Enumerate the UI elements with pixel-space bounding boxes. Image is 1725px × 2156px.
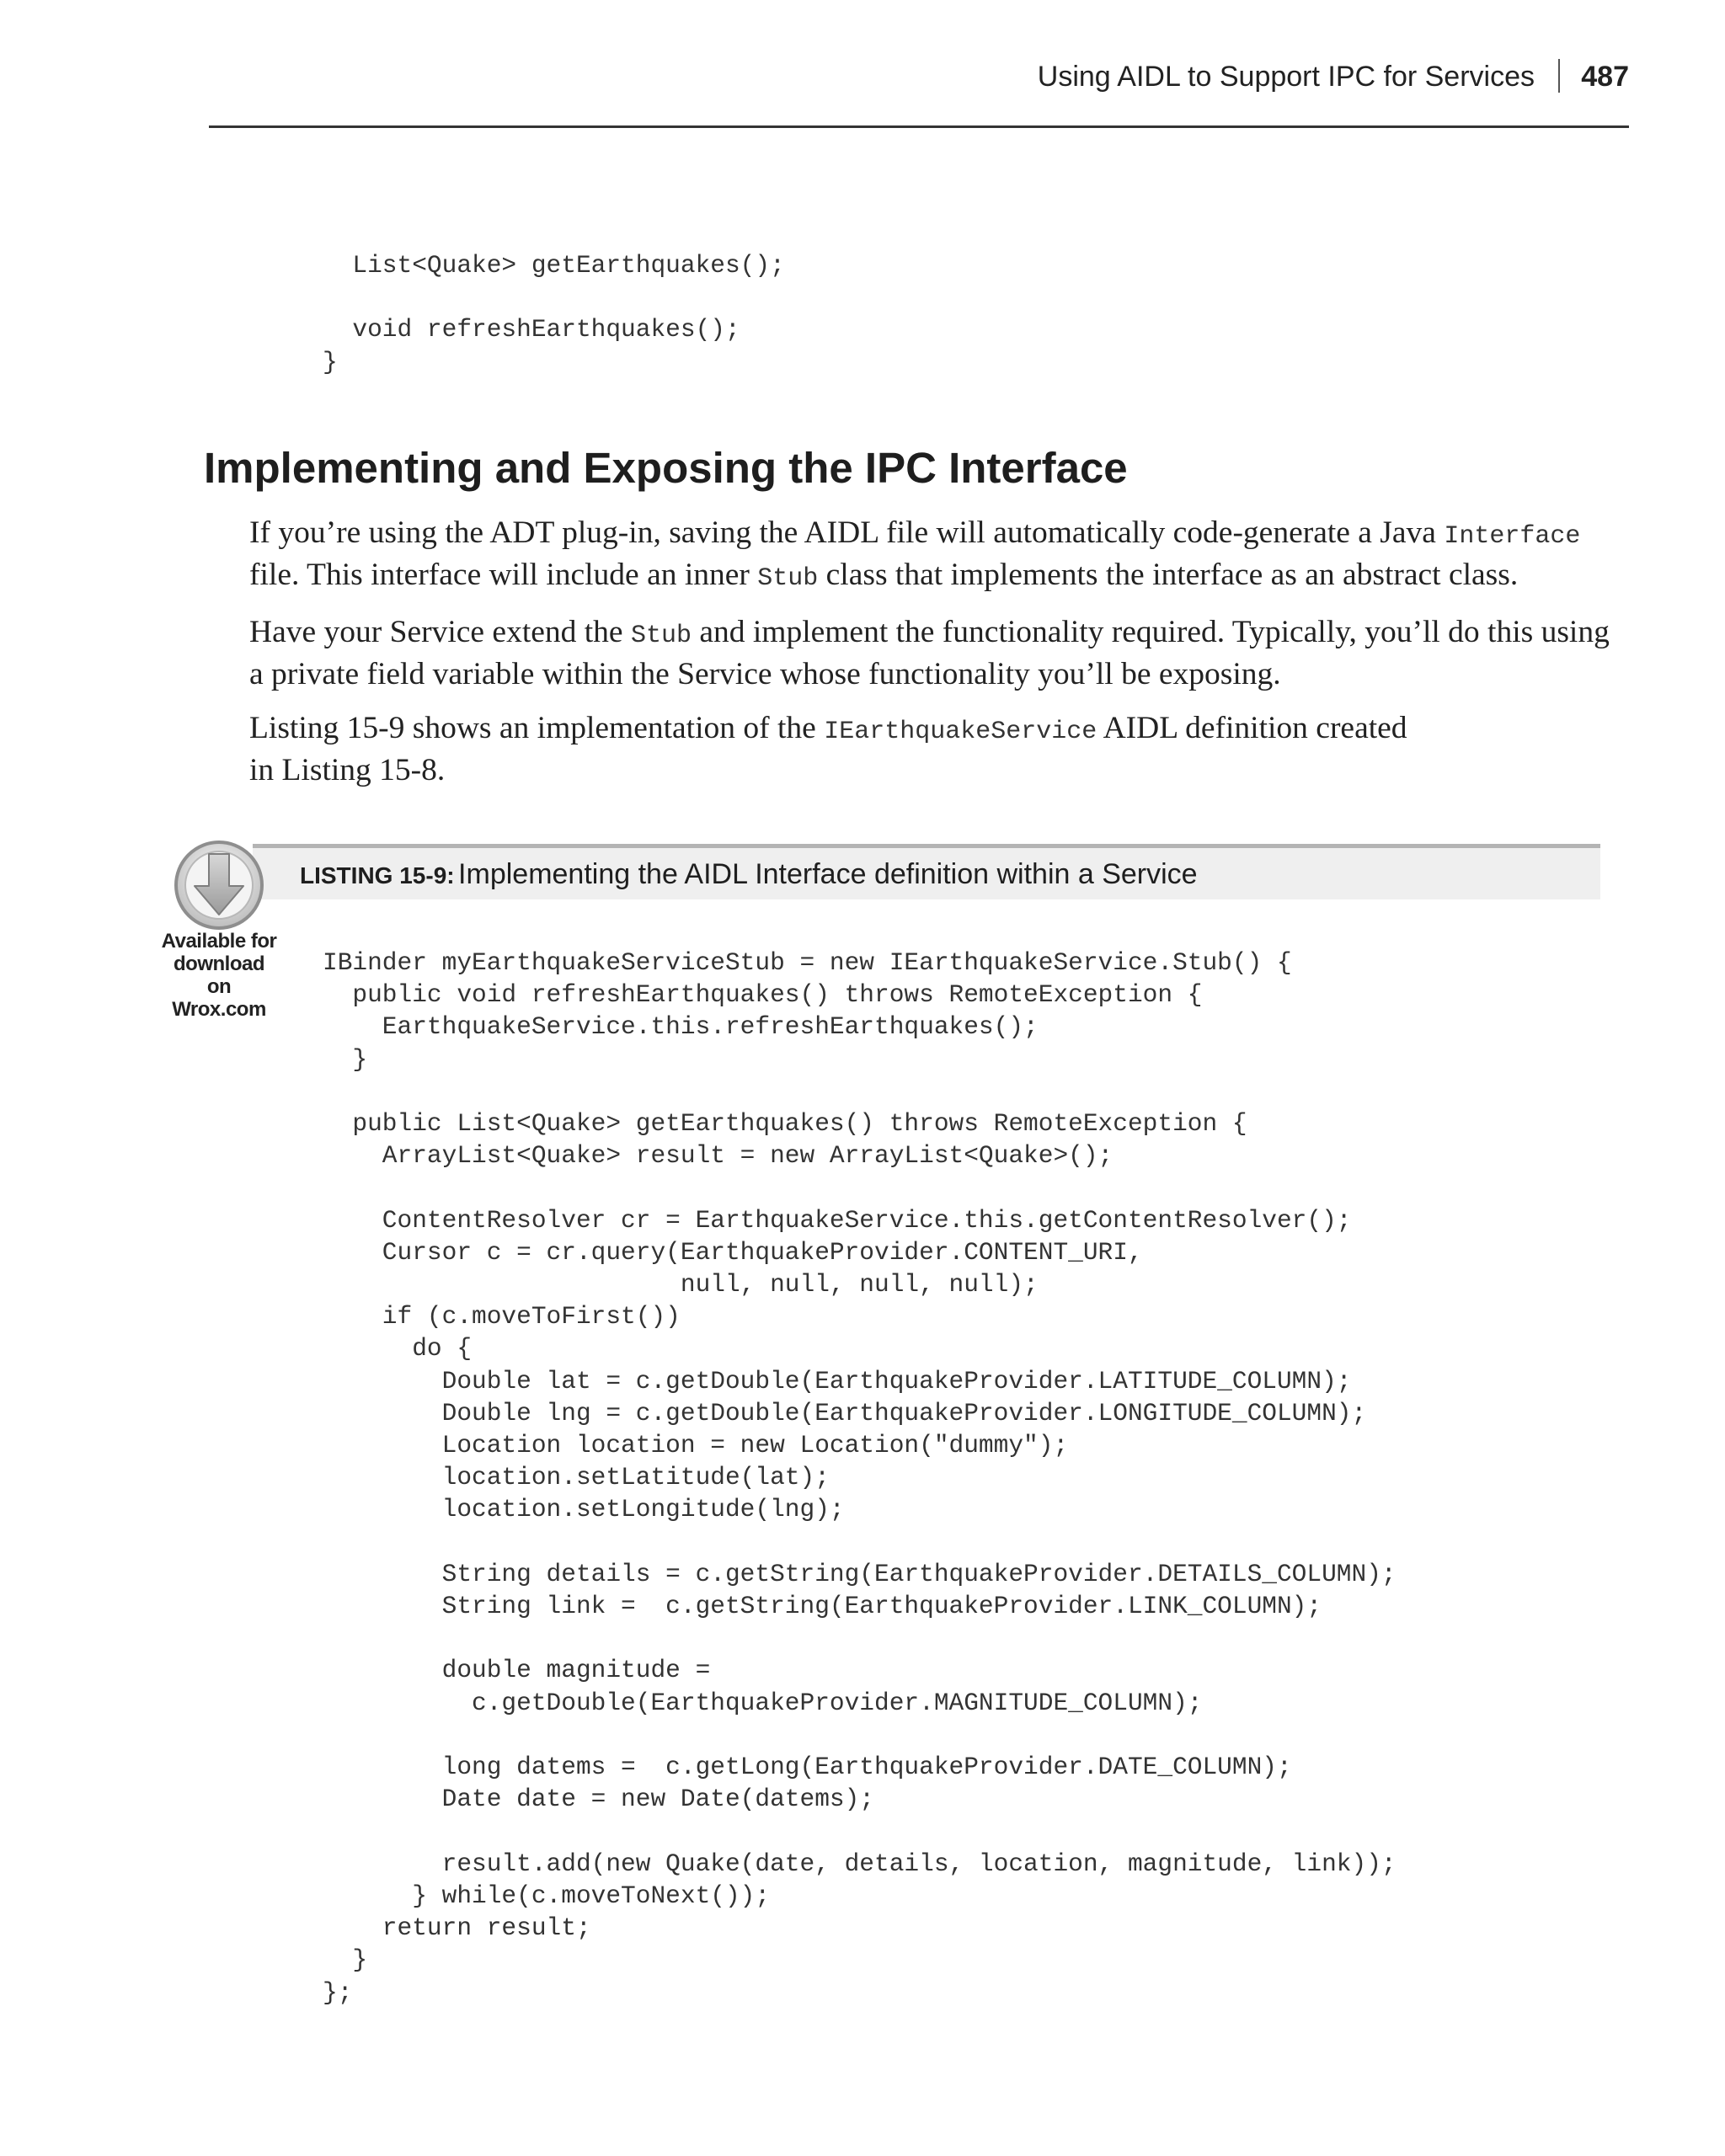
paragraph-text: and implement the functionality required. Typically, you’ll do this using a private field variable within the Service whose functionality you’ll be exposing. xyxy=(249,615,1610,691)
inline-code: Stub xyxy=(757,564,819,593)
paragraph-listing-reference xyxy=(249,709,1614,790)
download-arrow-icon xyxy=(173,839,265,931)
listing-title: Implementing the AIDL Interface definition within a Service xyxy=(458,858,1198,890)
paragraph-text: If you’re using the ADT plug-in, saving the AIDL file will automatically code-generate a Java xyxy=(249,515,1445,550)
inline-code: Interface xyxy=(1444,522,1581,551)
download-badge-line: Wrox.com xyxy=(172,998,266,1021)
paragraph-text: file. This interface will include an inner xyxy=(249,558,758,592)
inline-code: Stub xyxy=(630,622,692,650)
code-block-listing-15-9: IBinder myEarthquakeServiceStub = new IEarthquakeService.Stub() { public void refreshEarthquakes() throws RemoteException { EarthquakeService.this.refreshEarthquakes(); } public List<Quake> getEarthquakes() throws RemoteException { ArrayList<Quake> result = new ArrayList<Quake>(); ContentResolver cr = EarthquakeService.this.getContentResolver(); Cursor c = cr.query(EarthquakeProvider.CONTENT_URI, null, null, null, null); if (c.moveToFirst()) do { Double lat = c.getDouble(EarthquakeProvider.LATITUDE_COLUMN); Double lng = c.getDouble(EarthquakeProvider.LONGITUDE_COLUMN); Location location = new Location("dummy"); location.setLatitude(lat); location.setLongitude(lng); String details = c.getString(EarthquakeProvider.DETAILS_COLUMN); String link = c.getString(EarthquakeProvider.LINK_COLUMN); double magnitude = c.getDouble(EarthquakeProvider.MAGNITUDE_COLUMN); long datems = c.getLong(EarthquakeProvider.DATE_COLUMN); Date date = new Date(datems); result.add(new Quake(date, details, location, magnitude, link)); } while(c.moveToNext()); return result; } }; xyxy=(323,948,1397,2007)
page-number: 487 xyxy=(1581,61,1629,93)
running-head xyxy=(209,51,1629,128)
listing-label: LISTING 15-9: xyxy=(300,862,455,889)
paragraph-text: in Listing 15-8. xyxy=(249,753,446,787)
paragraph-extend-stub xyxy=(249,613,1614,694)
inline-code: IEarthquakeService xyxy=(824,718,1097,746)
listing-header xyxy=(253,844,1600,899)
section-heading: Implementing and Exposing the IPC Interface xyxy=(204,444,1128,492)
listing-caption xyxy=(300,858,1198,891)
paragraph-text: AIDL definition created xyxy=(1097,711,1407,745)
paragraph-text: class that implements the interface as an abstract class. xyxy=(818,558,1519,592)
download-badge-line: download on xyxy=(174,953,264,998)
running-head-separator xyxy=(1558,59,1560,93)
paragraph-text: Listing 15-9 shows an implementation of the xyxy=(249,711,825,745)
paragraph-adt-plugin xyxy=(249,514,1614,598)
running-head-title: Using AIDL to Support IPC for Services xyxy=(1037,61,1535,93)
code-block-interface-end: List<Quake> getEarthquakes(); void refreshEarthquakes(); } xyxy=(323,251,785,376)
paragraph-text: Have your Service extend the xyxy=(249,615,631,649)
download-badge-line: Available for xyxy=(161,930,277,953)
download-badge[interactable] xyxy=(160,839,278,1021)
download-badge-text xyxy=(160,930,278,1021)
